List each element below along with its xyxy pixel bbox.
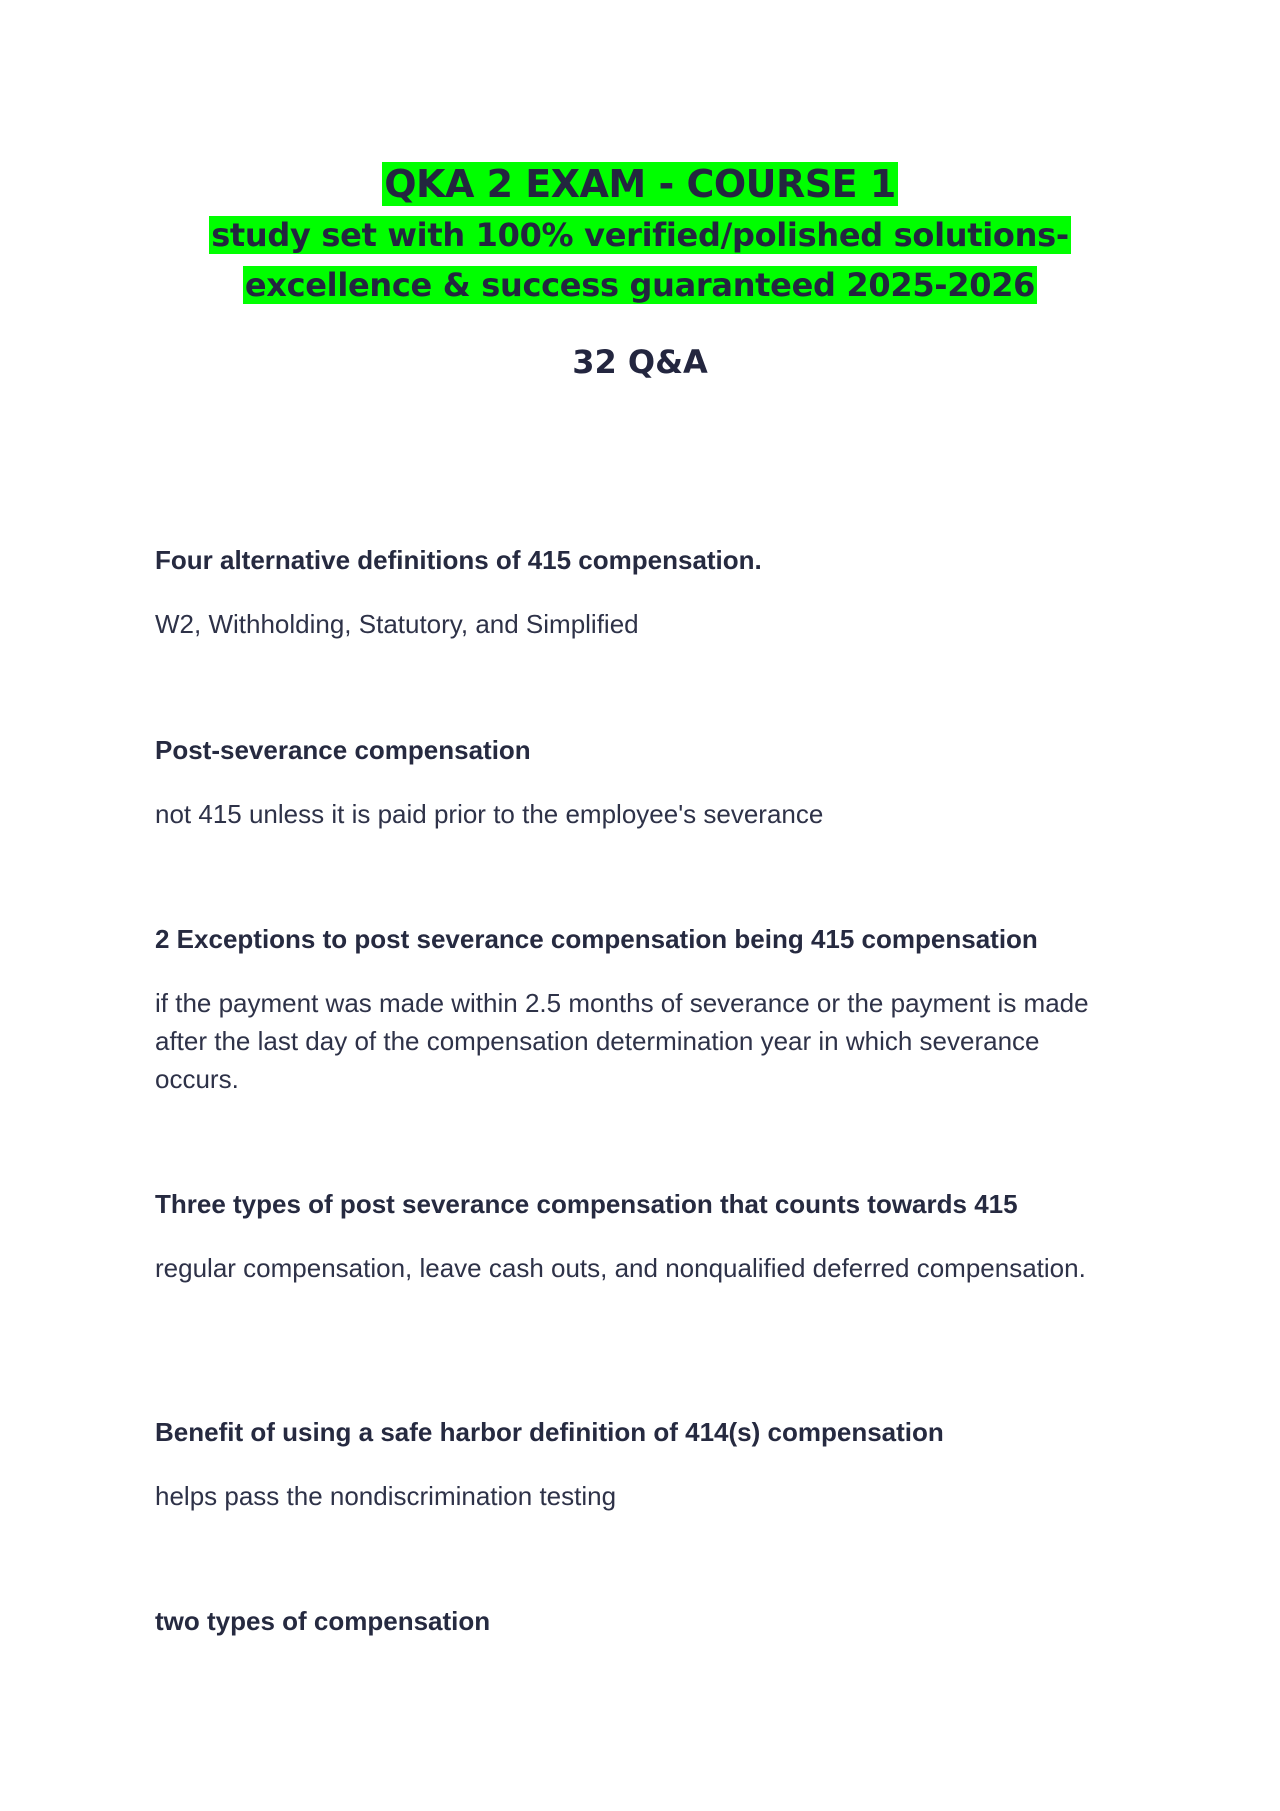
document-title: QKA 2 EXAM - COURSE 1 bbox=[384, 162, 896, 206]
subtitle-line-1 bbox=[0, 210, 1280, 260]
qa-item bbox=[155, 1187, 1115, 1287]
question-text: Four alternative definitions of 415 compensation. bbox=[155, 545, 762, 575]
answer-text: regular compensation, leave cash outs, and nonqualified deferred compensation. bbox=[155, 1253, 1086, 1283]
answer-text: helps pass the nondiscrimination testing bbox=[155, 1481, 617, 1511]
question-text: Three types of post severance compensation that counts towards 415 bbox=[155, 1189, 1018, 1219]
subtitle-line-2 bbox=[0, 260, 1280, 310]
title-line bbox=[0, 158, 1280, 210]
document-subtitle-2: excellence & success guaranteed 2025-2026 bbox=[244, 266, 1036, 304]
answer-text: W2, Withholding, Statutory, and Simplified bbox=[155, 609, 639, 639]
document-subtitle-1: study set with 100% verified/polished solutions- bbox=[211, 216, 1069, 254]
qa-item bbox=[155, 1415, 1115, 1515]
qa-count: 32 Q&A bbox=[572, 343, 708, 381]
answer-text: if the payment was made within 2.5 months of severance or the payment is made after the last day of the compensation determination year in which severance occurs. bbox=[155, 988, 1089, 1094]
document-header bbox=[0, 158, 1280, 310]
qa-item bbox=[155, 922, 1115, 1098]
question-text: Post-severance compensation bbox=[155, 735, 531, 765]
qa-item bbox=[155, 1604, 1115, 1638]
question-text: two types of compensation bbox=[155, 1606, 491, 1636]
answer-text: not 415 unless it is paid prior to the employee's severance bbox=[155, 799, 824, 829]
question-text: 2 Exceptions to post severance compensation being 415 compensation bbox=[155, 924, 1038, 954]
qa-item bbox=[155, 543, 1115, 643]
qa-item bbox=[155, 733, 1115, 833]
question-text: Benefit of using a safe harbor definition of 414(s) compensation bbox=[155, 1417, 944, 1447]
